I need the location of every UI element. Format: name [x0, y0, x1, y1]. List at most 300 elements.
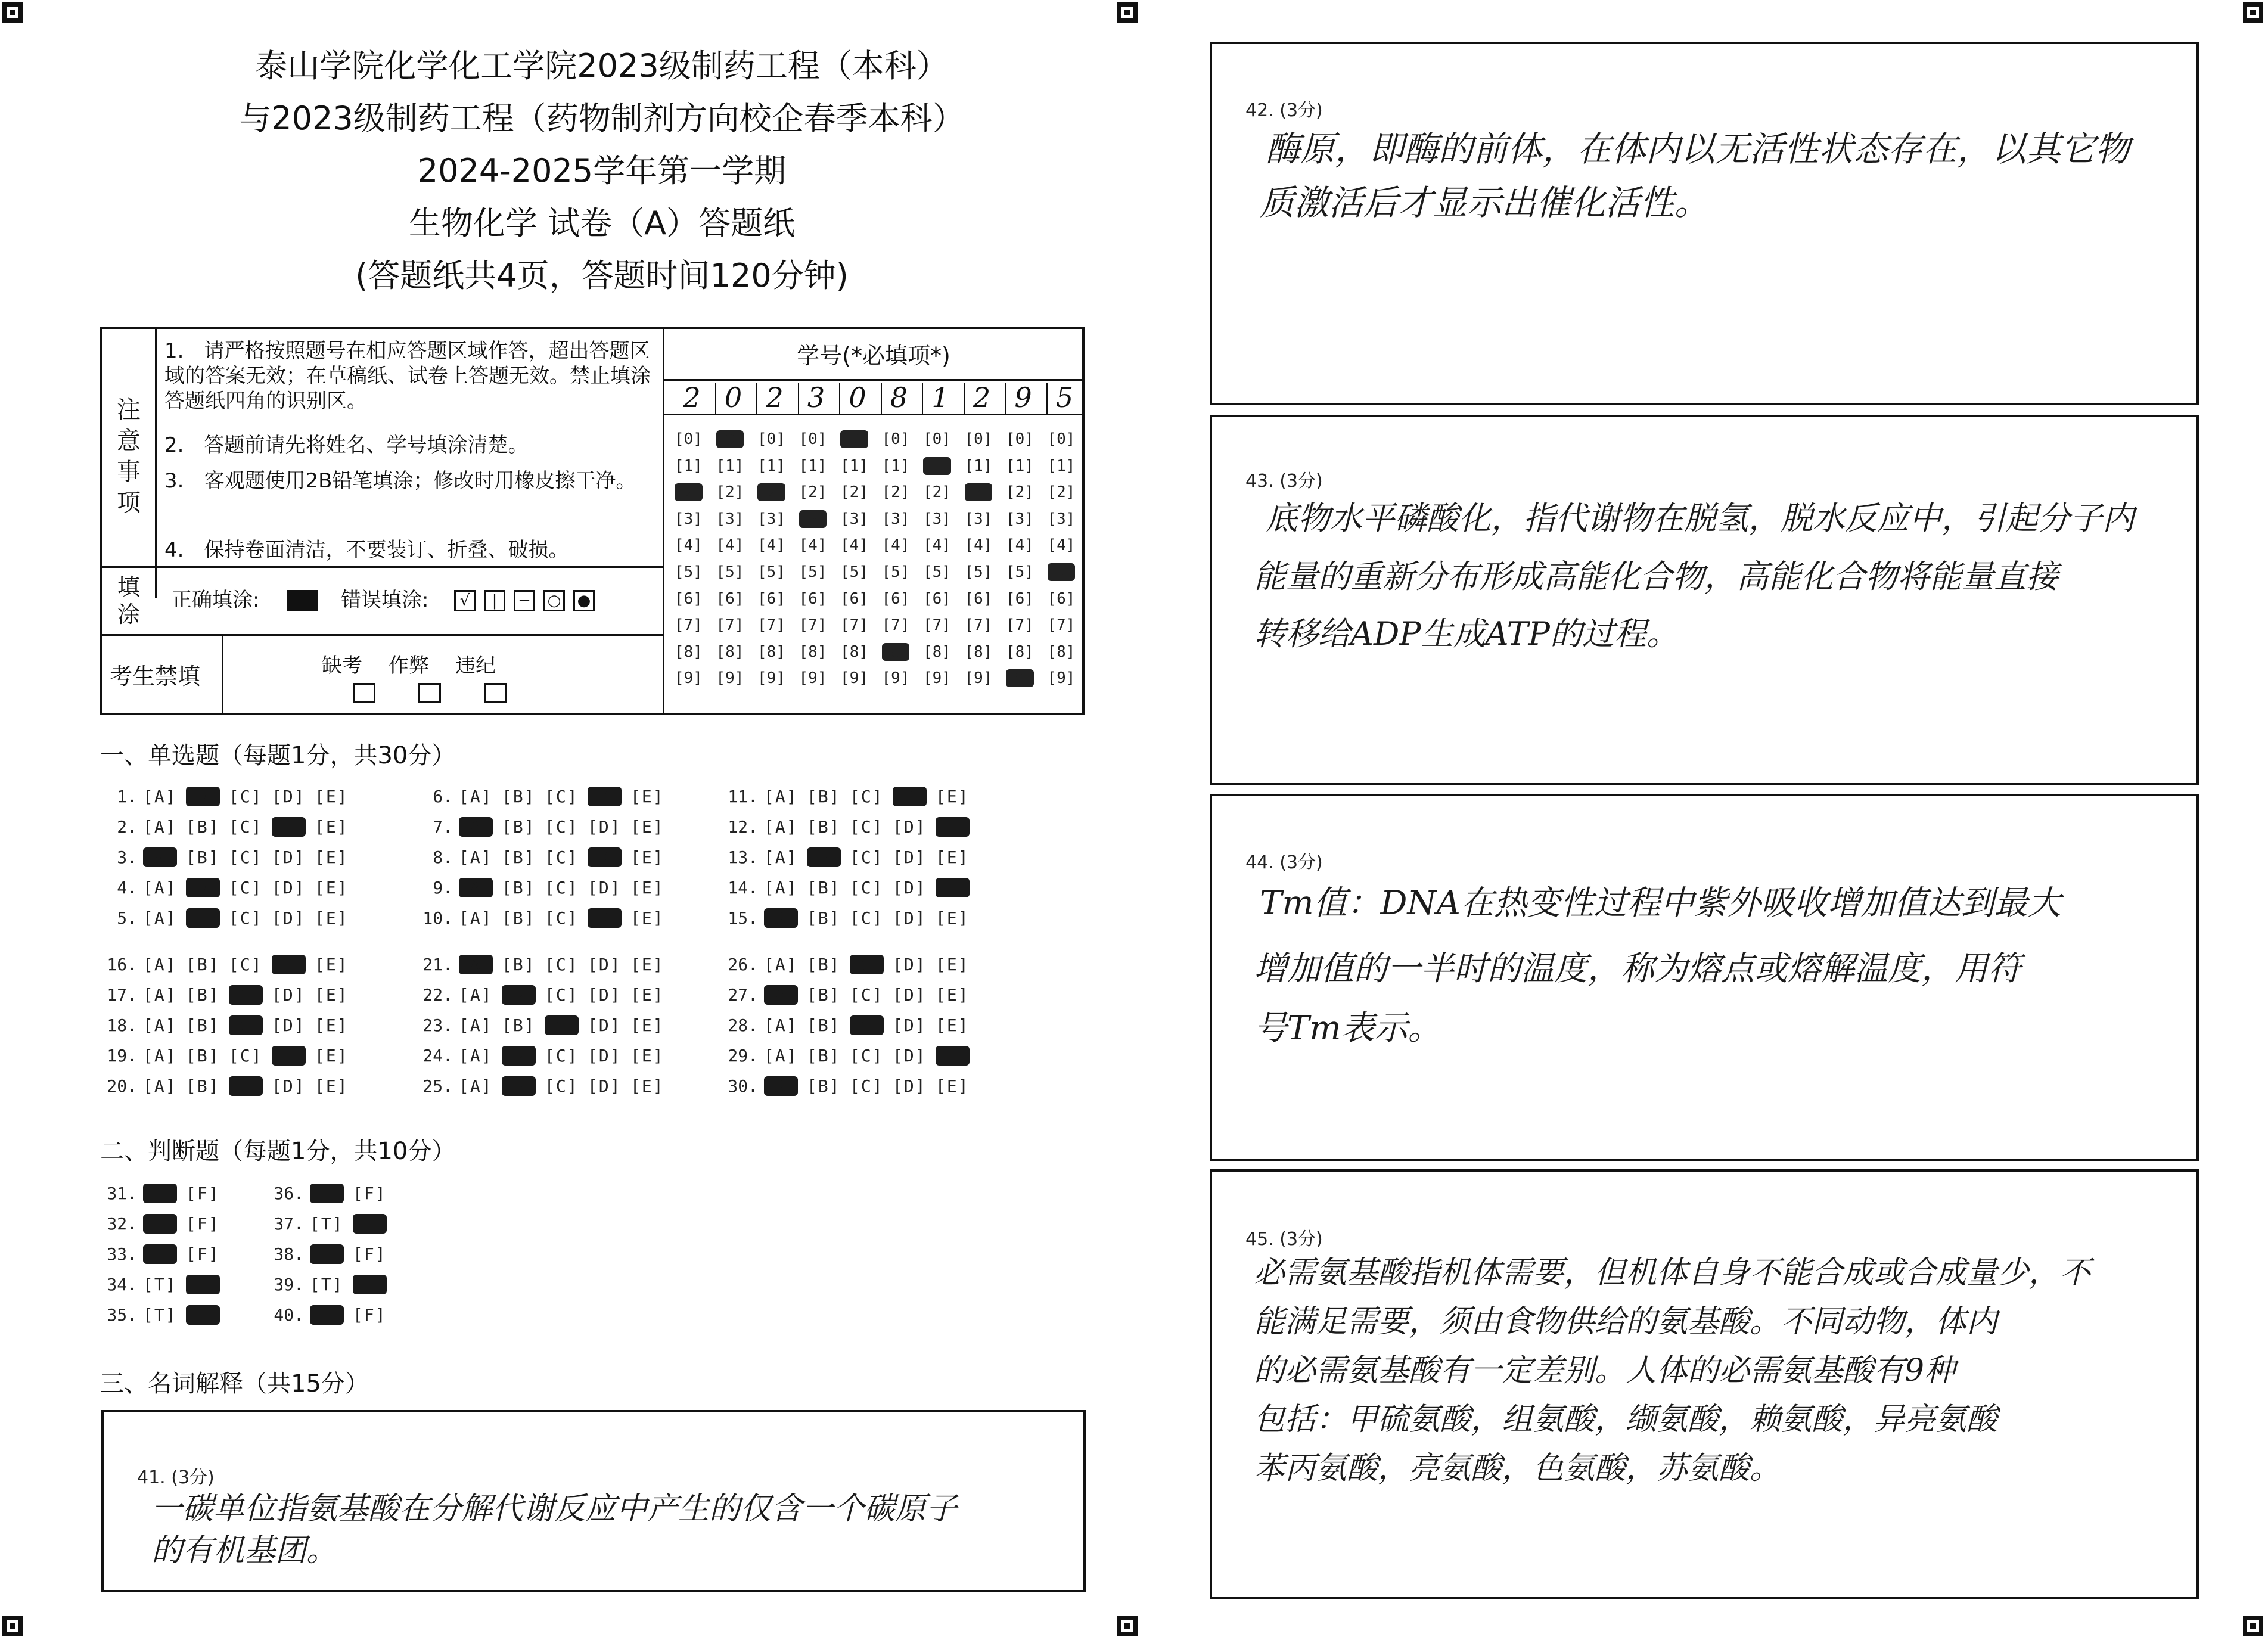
student-id-bubble[interactable]: [3] [964, 510, 993, 528]
header-line-1: 泰山学院化学化工学院2023级制药工程（本科） [255, 47, 949, 85]
student-id-bubble[interactable]: [4] [1006, 536, 1034, 555]
single-choice-option[interactable]: [C] [229, 847, 263, 867]
student-id-bubble[interactable]: [9] [964, 669, 993, 688]
student-id-bubble[interactable]: [4] [923, 536, 951, 555]
true-false-option[interactable]: [F] [353, 1184, 387, 1203]
single-choice-option[interactable]: [B] [807, 908, 841, 928]
true-false-option[interactable]: [T] [310, 1244, 344, 1264]
single-choice-option[interactable]: [D] [893, 985, 927, 1005]
single-choice-option[interactable]: [A] [459, 1046, 493, 1066]
student-id-digit-9: 9 [1014, 381, 1032, 414]
student-id-bubble[interactable]: [0] [923, 430, 951, 448]
student-id-bubble[interactable]: [8] [1006, 642, 1034, 661]
student-id-bubble[interactable]: [6] [675, 589, 703, 608]
single-choice-option[interactable]: [D] [588, 1076, 622, 1096]
student-id-bubble[interactable]: [8] [1047, 642, 1076, 661]
single-choice-option[interactable]: [A] [764, 908, 798, 928]
student-id-bubble[interactable]: [5] [675, 563, 703, 581]
single-choice-number: 3. [117, 847, 137, 867]
single-choice-option[interactable]: [A] [459, 908, 493, 928]
single-choice-option[interactable]: [E] [936, 847, 970, 867]
single-choice-option[interactable]: [C] [850, 847, 884, 867]
student-id-bubble[interactable]: [3] [675, 510, 703, 528]
student-id-bubble[interactable]: [3] [1047, 510, 1076, 528]
single-choice-option[interactable]: [A] [459, 787, 493, 806]
student-id-bubble[interactable]: [6] [881, 589, 910, 608]
single-choice-option[interactable]: [E] [630, 1076, 664, 1096]
q45-line-3: 的必需氨基酸有一定差别。人体的必需氨基酸有9种 [1254, 1353, 1956, 1389]
single-choice-option[interactable]: [A] [459, 1076, 493, 1096]
single-choice-option[interactable]: [E] [936, 817, 970, 837]
true-false-number: 34. [107, 1275, 137, 1294]
single-choice-option[interactable]: [C] [229, 1046, 263, 1066]
single-choice-option[interactable]: [C] [850, 955, 884, 974]
single-choice-option[interactable]: [D] [272, 1015, 306, 1035]
student-id-digit-2: 0 [724, 381, 742, 414]
student-id-bubble[interactable]: [4] [799, 536, 827, 555]
student-id-bubble[interactable]: [8] [964, 642, 993, 661]
student-id-bubble[interactable]: [6] [1006, 589, 1034, 608]
single-choice-option[interactable]: [D] [893, 878, 927, 897]
single-choice-option[interactable]: [B] [186, 817, 220, 837]
student-id-bubble[interactable]: [8] [799, 642, 827, 661]
single-choice-option[interactable]: [C] [229, 955, 263, 974]
single-choice-option[interactable]: [E] [315, 878, 349, 897]
student-id-bubble[interactable]: [9] [675, 669, 703, 688]
forbidden-absent-box[interactable] [353, 683, 375, 703]
student-id-bubble[interactable]: [8] [675, 642, 703, 661]
notice-item-2: 2. 答题前请先将姓名、学号填涂清楚。 [164, 433, 529, 457]
student-id-digit-6: 8 [890, 381, 908, 414]
student-id-bubble[interactable]: [7] [675, 616, 703, 635]
single-choice-option[interactable]: [E] [936, 985, 970, 1005]
single-choice-option[interactable]: [C] [545, 955, 579, 974]
single-choice-option[interactable]: [E] [630, 1015, 664, 1035]
student-id-bubble[interactable]: [4] [757, 536, 785, 555]
single-choice-option[interactable]: [C] [850, 1046, 884, 1066]
single-choice-option[interactable]: [E] [315, 1015, 349, 1035]
student-id-bubble[interactable]: [7] [716, 616, 744, 635]
single-choice-option[interactable]: [B] [502, 787, 536, 806]
single-choice-option[interactable]: [A] [459, 817, 493, 837]
single-choice-option[interactable]: [A] [143, 878, 177, 897]
single-choice-option[interactable]: [D] [272, 908, 306, 928]
single-choice-option[interactable]: [D] [272, 787, 306, 806]
student-id-bubble[interactable]: [3] [840, 510, 868, 528]
forbidden-cheat: 作弊 [389, 654, 429, 678]
single-choice-option[interactable]: [B] [807, 1046, 841, 1066]
student-id-bubble[interactable]: [8] [840, 642, 868, 661]
student-id-bubble[interactable]: [6] [840, 589, 868, 608]
student-id-bubble[interactable]: [7] [757, 616, 785, 635]
single-choice-option[interactable]: [E] [630, 985, 664, 1005]
single-choice-option[interactable]: [C] [850, 908, 884, 928]
single-choice-option[interactable]: [C] [229, 1015, 263, 1035]
student-id-bubble[interactable]: [0] [757, 430, 785, 448]
single-choice-option[interactable]: [C] [545, 1046, 579, 1066]
wrong-fill-check: √ [454, 590, 476, 611]
single-choice-option[interactable]: [A] [459, 985, 493, 1005]
student-id-bubble[interactable]: [7] [1006, 616, 1034, 635]
single-choice-option[interactable]: [B] [186, 985, 220, 1005]
single-choice-option[interactable]: [D] [893, 908, 927, 928]
single-choice-option[interactable]: [D] [272, 817, 306, 837]
student-id-bubble[interactable]: [7] [1047, 616, 1076, 635]
true-false-option[interactable]: [T] [310, 1305, 344, 1325]
single-choice-option[interactable]: [C] [850, 787, 884, 806]
student-id-bubble[interactable]: [8] [757, 642, 785, 661]
student-id-bubble[interactable]: [9] [881, 669, 910, 688]
true-false-option[interactable]: [F] [353, 1244, 387, 1264]
single-choice-option[interactable]: [E] [630, 908, 664, 928]
single-choice-option[interactable]: [E] [630, 878, 664, 897]
single-choice-option[interactable]: [E] [936, 908, 970, 928]
single-choice-option[interactable]: [A] [764, 1015, 798, 1035]
student-id-bubble[interactable]: [1] [1006, 456, 1034, 475]
true-false-option[interactable]: [F] [186, 1275, 220, 1294]
single-choice-option[interactable]: [B] [807, 787, 841, 806]
student-id-bubble[interactable]: [2] [1006, 483, 1034, 502]
student-id-bubble[interactable]: [4] [840, 536, 868, 555]
single-choice-option[interactable]: [E] [936, 1076, 970, 1096]
single-choice-option[interactable]: [C] [545, 817, 579, 837]
student-id-bubble[interactable]: [0] [1006, 430, 1034, 448]
student-id-bubble[interactable]: [2] [840, 483, 868, 502]
student-id-bubble[interactable]: [9] [757, 669, 785, 688]
student-id-bubble[interactable]: [4] [675, 536, 703, 555]
student-id-bubble[interactable]: [8] [881, 642, 910, 661]
student-id-bubble[interactable]: [3] [881, 510, 910, 528]
true-false-option[interactable]: [F] [186, 1244, 220, 1264]
single-choice-option[interactable]: [A] [143, 908, 177, 928]
student-id-bubble[interactable]: [9] [716, 669, 744, 688]
student-id-bubble[interactable]: [1] [840, 456, 868, 475]
single-choice-option[interactable]: [E] [936, 787, 970, 806]
student-id-bubble[interactable]: [2] [881, 483, 910, 502]
student-id-bubble[interactable]: [0] [881, 430, 910, 448]
single-choice-option[interactable]: [A] [459, 847, 493, 867]
single-choice-option[interactable]: [B] [807, 1015, 841, 1035]
single-choice-option[interactable]: [E] [315, 817, 349, 837]
student-id-bubble[interactable]: [0] [716, 430, 744, 448]
single-choice-option[interactable]: [D] [588, 908, 622, 928]
single-choice-option[interactable]: [B] [186, 787, 220, 806]
answer-box-41[interactable] [101, 1410, 1086, 1592]
single-choice-option[interactable]: [A] [764, 787, 798, 806]
single-choice-option[interactable]: [A] [143, 955, 177, 974]
single-choice-option[interactable]: [B] [186, 847, 220, 867]
single-choice-option[interactable]: [A] [143, 787, 177, 806]
single-choice-option[interactable]: [E] [315, 1046, 349, 1066]
student-id-bubble[interactable]: [5] [923, 563, 951, 581]
single-choice-option[interactable]: [D] [893, 1015, 927, 1035]
student-id-bubble[interactable]: [2] [757, 483, 785, 502]
true-false-option[interactable]: [T] [310, 1214, 344, 1234]
student-id-bubble[interactable]: [1] [964, 456, 993, 475]
single-choice-option[interactable]: [B] [186, 1046, 220, 1066]
single-choice-option[interactable]: [E] [630, 955, 664, 974]
answer-box-43[interactable] [1210, 415, 2199, 785]
single-choice-option[interactable]: [C] [545, 787, 579, 806]
single-choice-option[interactable]: [D] [588, 878, 622, 897]
corner-mark-bottom-center [1117, 1616, 1138, 1636]
student-id-bubble[interactable]: [1] [675, 456, 703, 475]
student-id-bubble[interactable]: [7] [923, 616, 951, 635]
student-id-bubble[interactable]: [6] [923, 589, 951, 608]
true-false-option[interactable]: [F] [186, 1184, 220, 1203]
single-choice-option[interactable]: [B] [807, 955, 841, 974]
student-id-bubble[interactable]: [3] [716, 510, 744, 528]
single-choice-option[interactable]: [D] [893, 847, 927, 867]
student-id-bubble[interactable]: [6] [799, 589, 827, 608]
single-choice-option[interactable]: [C] [850, 817, 884, 837]
student-id-bubble[interactable]: [3] [799, 510, 827, 528]
single-choice-option[interactable]: [C] [850, 985, 884, 1005]
student-id-bubble[interactable]: [7] [799, 616, 827, 635]
true-false-option[interactable]: [T] [143, 1305, 177, 1325]
true-false-option[interactable]: [T] [310, 1184, 344, 1203]
single-choice-option[interactable]: [D] [588, 1015, 622, 1035]
student-id-bubble[interactable]: [0] [1047, 430, 1076, 448]
single-choice-option[interactable]: [E] [315, 787, 349, 806]
single-choice-option[interactable]: [C] [229, 985, 263, 1005]
true-false-option[interactable]: [T] [143, 1214, 177, 1234]
single-choice-number: 27. [728, 985, 758, 1005]
single-choice-option[interactable]: [C] [229, 787, 263, 806]
single-choice-option[interactable]: [B] [502, 1015, 536, 1035]
student-id-bubble[interactable]: [4] [964, 536, 993, 555]
single-choice-option[interactable]: [B] [186, 908, 220, 928]
single-choice-option[interactable]: [B] [502, 1076, 536, 1096]
single-choice-option[interactable]: [A] [459, 955, 493, 974]
single-choice-option[interactable]: [D] [588, 1046, 622, 1066]
true-false-option[interactable]: [T] [143, 1184, 177, 1203]
single-choice-option[interactable]: [C] [850, 1015, 884, 1035]
single-choice-option[interactable]: [B] [186, 1076, 220, 1096]
student-id-bubble[interactable]: [5] [1006, 563, 1034, 581]
single-choice-option[interactable]: [D] [893, 1046, 927, 1066]
single-choice-option[interactable]: [A] [143, 985, 177, 1005]
single-choice-option[interactable]: [B] [502, 908, 536, 928]
student-id-bubble[interactable]: [2] [964, 483, 993, 502]
student-id-bubble[interactable]: [2] [1047, 483, 1076, 502]
single-choice-option[interactable]: [E] [630, 817, 664, 837]
single-choice-option[interactable]: [D] [893, 817, 927, 837]
q44-label: 44. (3分) [1245, 852, 1323, 873]
single-choice-option[interactable]: [E] [936, 955, 970, 974]
single-choice-option[interactable]: [D] [893, 955, 927, 974]
single-choice-option[interactable]: [C] [545, 985, 579, 1005]
student-id-bubble[interactable]: [9] [840, 669, 868, 688]
single-choice-option[interactable]: [E] [630, 847, 664, 867]
single-choice-option[interactable]: [C] [229, 1076, 263, 1096]
true-false-option[interactable]: [F] [353, 1214, 387, 1234]
student-id-bubble[interactable]: [9] [799, 669, 827, 688]
student-id-bubble[interactable]: [9] [1047, 669, 1076, 688]
single-choice-option[interactable]: [D] [272, 878, 306, 897]
student-id-bubble[interactable]: [5] [840, 563, 868, 581]
notice-item-1: 1. 请严格按照题号在相应答题区域作答，超出答题区域的答案无效；在草稿纸、试卷上答题无效。禁止填涂答题纸四角的识别区。 [164, 339, 651, 413]
single-choice-option[interactable]: [E] [315, 908, 349, 928]
single-choice-option[interactable]: [B] [807, 985, 841, 1005]
student-id-bubble[interactable]: [5] [964, 563, 993, 581]
single-choice-option[interactable]: [D] [272, 1076, 306, 1096]
single-choice-option[interactable]: [C] [545, 1015, 579, 1035]
q45-line-5: 苯丙氨酸，亮氨酸，色氨酸，苏氨酸。 [1254, 1451, 1781, 1486]
true-false-option[interactable]: [T] [310, 1275, 344, 1294]
single-choice-option[interactable]: [C] [229, 817, 263, 837]
single-choice-number: 29. [728, 1046, 758, 1066]
student-id-bubble[interactable]: [3] [757, 510, 785, 528]
single-choice-option[interactable]: [D] [272, 847, 306, 867]
single-choice-option[interactable]: [A] [764, 1076, 798, 1096]
single-choice-option[interactable]: [E] [315, 1076, 349, 1096]
single-choice-option[interactable]: [A] [764, 817, 798, 837]
single-choice-option[interactable]: [C] [545, 847, 579, 867]
true-false-option[interactable]: [F] [186, 1305, 220, 1325]
student-id-bubble[interactable]: [5] [716, 563, 744, 581]
single-choice-option[interactable]: [A] [764, 847, 798, 867]
single-choice-option[interactable]: [A] [143, 1046, 177, 1066]
single-choice-option[interactable]: [A] [764, 878, 798, 897]
wrong-fill-dot: ● [573, 590, 595, 611]
q44-line-2: 增加值的一半时的温度，称为熔点或熔解温度，用符 [1254, 949, 2021, 988]
student-id-bubble[interactable]: [0] [964, 430, 993, 448]
single-choice-option[interactable]: [B] [186, 878, 220, 897]
single-choice-option[interactable]: [C] [545, 908, 579, 928]
student-id-bubble[interactable]: [2] [716, 483, 744, 502]
single-choice-option[interactable]: [A] [143, 817, 177, 837]
true-false-option[interactable]: [T] [143, 1244, 177, 1264]
single-choice-option[interactable]: [E] [315, 985, 349, 1005]
student-id-bubble[interactable]: [5] [757, 563, 785, 581]
student-id-bubble[interactable]: [5] [799, 563, 827, 581]
single-choice-option[interactable]: [E] [936, 1046, 970, 1066]
student-id-bubble[interactable]: [5] [1047, 563, 1076, 581]
single-choice-option[interactable]: [B] [807, 878, 841, 897]
student-id-bubble[interactable]: [8] [923, 642, 951, 661]
single-choice-option[interactable]: [B] [502, 878, 536, 897]
student-id-bubble[interactable]: [3] [1006, 510, 1034, 528]
student-id-bubble[interactable]: [6] [964, 589, 993, 608]
single-choice-option[interactable]: [B] [502, 817, 536, 837]
single-choice-option[interactable]: [A] [764, 955, 798, 974]
single-choice-option[interactable]: [E] [936, 878, 970, 897]
student-id-bubble[interactable]: [4] [881, 536, 910, 555]
student-id-bubble[interactable]: [1] [1047, 456, 1076, 475]
student-id-bubble[interactable]: [8] [716, 642, 744, 661]
single-choice-option[interactable]: [E] [630, 1046, 664, 1066]
student-id-bubble[interactable]: [7] [840, 616, 868, 635]
answer-box-42[interactable] [1210, 42, 2199, 405]
single-choice-option[interactable]: [B] [807, 817, 841, 837]
single-choice-option[interactable]: [C] [229, 908, 263, 928]
forbidden-violation-box[interactable] [484, 683, 507, 703]
single-choice-option[interactable]: [C] [229, 878, 263, 897]
student-id-bubble[interactable]: [1] [757, 456, 785, 475]
correct-fill-sample [287, 590, 318, 611]
student-id-bubble[interactable]: [7] [881, 616, 910, 635]
student-id-bubble[interactable]: [0] [799, 430, 827, 448]
single-choice-option[interactable]: [B] [186, 1015, 220, 1035]
student-id-bubble[interactable]: [2] [923, 483, 951, 502]
single-choice-option[interactable]: [A] [764, 1046, 798, 1066]
student-id-bubble[interactable]: [9] [923, 669, 951, 688]
single-choice-option[interactable]: [A] [143, 1076, 177, 1096]
single-choice-option[interactable]: [C] [850, 1076, 884, 1096]
single-choice-option[interactable]: [A] [764, 985, 798, 1005]
student-id-bubble[interactable]: [6] [716, 589, 744, 608]
single-choice-option[interactable]: [D] [893, 787, 927, 806]
student-id-bubble[interactable]: [0] [675, 430, 703, 448]
student-id-bubble[interactable]: [1] [923, 456, 951, 475]
student-id-bubble[interactable]: [2] [675, 483, 703, 502]
single-choice-option[interactable]: [B] [807, 1076, 841, 1096]
single-choice-option[interactable]: [B] [502, 1046, 536, 1066]
answer-box-45[interactable] [1210, 1169, 2199, 1599]
true-false-option[interactable]: [T] [143, 1275, 177, 1294]
true-false-number: 40. [274, 1305, 304, 1325]
answer-box-44[interactable] [1210, 794, 2199, 1161]
single-choice-option[interactable]: [D] [272, 985, 306, 1005]
student-id-bubble[interactable]: [3] [923, 510, 951, 528]
single-choice-option[interactable]: [D] [588, 985, 622, 1005]
single-choice-option[interactable]: [D] [588, 955, 622, 974]
single-choice-option[interactable]: [C] [545, 1076, 579, 1096]
student-id-bubble[interactable]: [1] [716, 456, 744, 475]
single-choice-option[interactable]: [B] [502, 955, 536, 974]
single-choice-option[interactable]: [E] [315, 955, 349, 974]
single-choice-option[interactable]: [B] [807, 847, 841, 867]
single-choice-option[interactable]: [E] [315, 847, 349, 867]
single-choice-option[interactable]: [D] [588, 847, 622, 867]
single-choice-option[interactable]: [D] [893, 1076, 927, 1096]
single-choice-option[interactable]: [C] [545, 878, 579, 897]
student-id-bubble[interactable]: [1] [881, 456, 910, 475]
student-id-bubble[interactable]: [5] [881, 563, 910, 581]
student-id-bubble[interactable]: [6] [757, 589, 785, 608]
single-choice-option[interactable]: [E] [630, 787, 664, 806]
single-choice-option[interactable]: [A] [143, 1015, 177, 1035]
single-choice-option[interactable]: [E] [936, 1015, 970, 1035]
student-id-bubble[interactable]: [7] [964, 616, 993, 635]
single-choice-option[interactable]: [B] [502, 985, 536, 1005]
student-id-bubble[interactable]: [4] [716, 536, 744, 555]
true-false-option[interactable]: [F] [353, 1305, 387, 1325]
student-id-bubble[interactable]: [1] [799, 456, 827, 475]
single-choice-option[interactable]: [D] [588, 817, 622, 837]
student-id-bubble[interactable]: [9] [1006, 669, 1034, 688]
single-choice-option[interactable]: [D] [588, 787, 622, 806]
single-choice-option[interactable]: [D] [272, 955, 306, 974]
single-choice-option[interactable]: [C] [850, 878, 884, 897]
true-false-option[interactable]: [F] [353, 1275, 387, 1294]
student-id-bubble[interactable]: [4] [1047, 536, 1076, 555]
single-choice-option[interactable]: [A] [459, 878, 493, 897]
student-id-bubble[interactable]: [6] [1047, 589, 1076, 608]
single-choice-option[interactable]: [A] [143, 847, 177, 867]
single-choice-option[interactable]: [B] [186, 955, 220, 974]
single-choice-option[interactable]: [D] [272, 1046, 306, 1066]
single-choice-option[interactable]: [B] [502, 847, 536, 867]
forbidden-cheat-box[interactable] [418, 683, 441, 703]
true-false-option[interactable]: [F] [186, 1214, 220, 1234]
single-choice-number: 26. [728, 955, 758, 974]
student-id-bubble[interactable]: [0] [840, 430, 868, 448]
single-choice-number: 13. [728, 847, 758, 867]
student-id-bubble[interactable]: [2] [799, 483, 827, 502]
single-choice-option[interactable]: [A] [459, 1015, 493, 1035]
